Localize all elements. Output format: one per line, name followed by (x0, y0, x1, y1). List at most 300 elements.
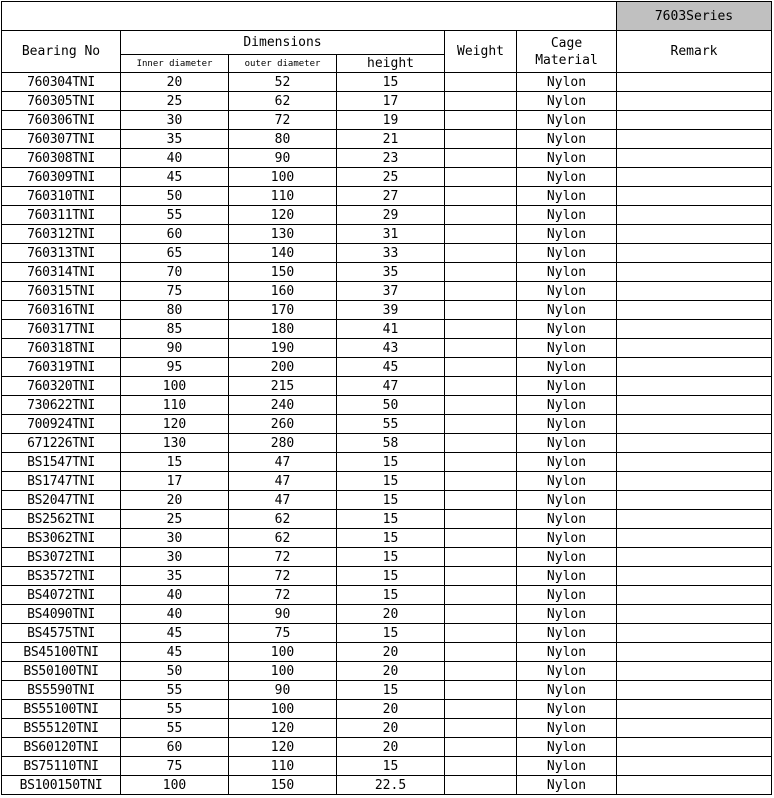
inner-diameter-cell: 45 (121, 624, 229, 643)
bearing-no-cell: 760317TNI (2, 320, 121, 339)
height-cell: 20 (337, 662, 445, 681)
remark-cell (617, 453, 772, 472)
weight-cell (445, 529, 517, 548)
bearing-no-cell: 760310TNI (2, 187, 121, 206)
inner-diameter-cell: 45 (121, 643, 229, 662)
inner-diameter-cell: 130 (121, 434, 229, 453)
table-row (2, 529, 772, 548)
cage-material-cell: Nylon (517, 339, 617, 358)
inner-diameter-cell: 15 (121, 453, 229, 472)
outer-diameter-cell: 280 (229, 434, 337, 453)
weight-cell (445, 130, 517, 149)
bearing-no-cell: 760315TNI (2, 282, 121, 301)
height-cell: 43 (337, 339, 445, 358)
table-row (2, 605, 772, 624)
weight-cell (445, 187, 517, 206)
cage-material-cell: Nylon (517, 187, 617, 206)
outer-diameter-cell: 80 (229, 130, 337, 149)
inner-diameter-cell: 20 (121, 491, 229, 510)
bearing-no-cell: BS50100TNI (2, 662, 121, 681)
cage-material-cell: Nylon (517, 472, 617, 491)
height-cell: 55 (337, 415, 445, 434)
bearing-no-cell: 760305TNI (2, 92, 121, 111)
height-cell: 31 (337, 225, 445, 244)
weight-cell (445, 434, 517, 453)
cage-header-line2: Material (535, 52, 598, 68)
remark-cell (617, 434, 772, 453)
inner-diameter-cell: 100 (121, 776, 229, 795)
cage-material-cell: Nylon (517, 377, 617, 396)
cage-material-cell: Nylon (517, 586, 617, 605)
outer-diameter-cell: 100 (229, 643, 337, 662)
outer-diameter-cell: 90 (229, 681, 337, 700)
cage-header-line1: Cage (550, 35, 583, 51)
height-cell: 15 (337, 472, 445, 491)
bearing-no-cell: BS60120TNI (2, 738, 121, 757)
bearing-no-cell: 760307TNI (2, 130, 121, 149)
remark-cell (617, 339, 772, 358)
cage-material-cell: Nylon (517, 453, 617, 472)
outer-diameter-cell: 62 (229, 510, 337, 529)
inner-diameter-cell: 45 (121, 168, 229, 187)
height-cell: 15 (337, 586, 445, 605)
height-cell: 17 (337, 92, 445, 111)
weight-cell (445, 662, 517, 681)
inner-diameter-cell: 30 (121, 548, 229, 567)
cage-material-cell: Nylon (517, 206, 617, 225)
outer-diameter-cell: 160 (229, 282, 337, 301)
cage-material-cell: Nylon (517, 415, 617, 434)
height-cell: 15 (337, 510, 445, 529)
height-cell: 45 (337, 358, 445, 377)
remark-cell (617, 472, 772, 491)
bearing-no-cell: BS2047TNI (2, 491, 121, 510)
outer-diameter-cell: 120 (229, 719, 337, 738)
table-row (2, 111, 772, 130)
outer-diameter-cell: 120 (229, 206, 337, 225)
inner-diameter-cell: 100 (121, 377, 229, 396)
bearing-no-cell: BS4575TNI (2, 624, 121, 643)
title-blank-cell (2, 2, 617, 31)
bearing-no-cell: BS45100TNI (2, 643, 121, 662)
cage-material-cell: Nylon (517, 263, 617, 282)
cage-material-cell: Nylon (517, 681, 617, 700)
remark-cell (617, 586, 772, 605)
cage-material-cell: Nylon (517, 567, 617, 586)
remark-cell (617, 263, 772, 282)
outer-diameter-cell: 150 (229, 776, 337, 795)
inner-diameter-cell: 55 (121, 681, 229, 700)
cage-material-cell: Nylon (517, 73, 617, 92)
outer-diameter-cell: 62 (229, 92, 337, 111)
table-row (2, 757, 772, 776)
outer-diameter-cell: 47 (229, 491, 337, 510)
weight-cell (445, 92, 517, 111)
table-row (2, 396, 772, 415)
height-cell: 27 (337, 187, 445, 206)
table-row (2, 358, 772, 377)
table-row (2, 282, 772, 301)
cage-material-cell: Nylon (517, 776, 617, 795)
outer-diameter-cell: 72 (229, 567, 337, 586)
weight-header: Weight (445, 31, 517, 73)
weight-cell (445, 244, 517, 263)
weight-cell (445, 358, 517, 377)
height-cell: 29 (337, 206, 445, 225)
outer-diameter-cell: 100 (229, 168, 337, 187)
remark-cell (617, 168, 772, 187)
inner-diameter-cell: 65 (121, 244, 229, 263)
cage-material-cell: Nylon (517, 491, 617, 510)
weight-cell (445, 757, 517, 776)
height-cell: 41 (337, 320, 445, 339)
height-cell: 20 (337, 700, 445, 719)
height-cell: 15 (337, 453, 445, 472)
cage-material-cell: Nylon (517, 282, 617, 301)
table-row (2, 434, 772, 453)
table-row (2, 301, 772, 320)
remark-cell (617, 377, 772, 396)
cage-material-cell: Nylon (517, 738, 617, 757)
bearing-no-cell: 760309TNI (2, 168, 121, 187)
height-cell: 22.5 (337, 776, 445, 795)
outer-diameter-cell: 75 (229, 624, 337, 643)
cage-material-cell: Nylon (517, 320, 617, 339)
remark-cell (617, 700, 772, 719)
bearing-no-cell: 700924TNI (2, 415, 121, 434)
outer-diameter-cell: 52 (229, 73, 337, 92)
table-row (2, 130, 772, 149)
weight-cell (445, 719, 517, 738)
table-row (2, 776, 772, 795)
remark-cell (617, 73, 772, 92)
bearing-no-cell: 760311TNI (2, 206, 121, 225)
table-row (2, 206, 772, 225)
inner-diameter-cell: 35 (121, 130, 229, 149)
inner-diameter-cell: 60 (121, 738, 229, 757)
height-cell: 15 (337, 681, 445, 700)
height-cell: 58 (337, 434, 445, 453)
bearing-no-cell: BS55100TNI (2, 700, 121, 719)
remark-cell (617, 662, 772, 681)
outer-diameter-cell: 100 (229, 700, 337, 719)
table-row (2, 586, 772, 605)
table-row (2, 662, 772, 681)
weight-cell (445, 168, 517, 187)
height-cell: 21 (337, 130, 445, 149)
bearing-no-header: Bearing No (2, 31, 121, 73)
bearing-no-cell: BS55120TNI (2, 719, 121, 738)
cage-material-cell: Nylon (517, 757, 617, 776)
remark-cell (617, 244, 772, 263)
table-row (2, 567, 772, 586)
bearing-no-cell: 760316TNI (2, 301, 121, 320)
series-title-row (2, 2, 772, 31)
outer-diameter-cell: 140 (229, 244, 337, 263)
bearing-no-cell: BS2562TNI (2, 510, 121, 529)
remark-cell (617, 548, 772, 567)
table-row (2, 700, 772, 719)
weight-cell (445, 415, 517, 434)
height-cell: 15 (337, 757, 445, 776)
remark-cell (617, 225, 772, 244)
outer-diameter-header: outer diameter (229, 55, 337, 73)
inner-diameter-cell: 55 (121, 700, 229, 719)
cage-material-cell: Nylon (517, 510, 617, 529)
cage-material-cell: Nylon (517, 92, 617, 111)
cage-material-cell: Nylon (517, 548, 617, 567)
outer-diameter-cell: 120 (229, 738, 337, 757)
height-cell: 39 (337, 301, 445, 320)
height-cell: 20 (337, 738, 445, 757)
remark-cell (617, 605, 772, 624)
inner-diameter-cell: 85 (121, 320, 229, 339)
remark-cell (617, 282, 772, 301)
inner-diameter-cell: 20 (121, 73, 229, 92)
height-cell: 15 (337, 567, 445, 586)
bearing-no-cell: BS1747TNI (2, 472, 121, 491)
outer-diameter-cell: 90 (229, 605, 337, 624)
table-row (2, 244, 772, 263)
height-cell: 33 (337, 244, 445, 263)
height-cell: 15 (337, 529, 445, 548)
cage-material-cell: Nylon (517, 719, 617, 738)
bearing-no-cell: 760314TNI (2, 263, 121, 282)
weight-cell (445, 510, 517, 529)
outer-diameter-cell: 47 (229, 472, 337, 491)
inner-diameter-cell: 55 (121, 719, 229, 738)
bearing-no-cell: BS3062TNI (2, 529, 121, 548)
cage-material-cell: Nylon (517, 624, 617, 643)
cage-material-cell: Nylon (517, 396, 617, 415)
weight-cell (445, 548, 517, 567)
bearing-no-cell: BS100150TNI (2, 776, 121, 795)
inner-diameter-cell: 110 (121, 396, 229, 415)
remark-cell (617, 111, 772, 130)
remark-cell (617, 567, 772, 586)
inner-diameter-cell: 75 (121, 757, 229, 776)
inner-diameter-cell: 95 (121, 358, 229, 377)
outer-diameter-cell: 90 (229, 149, 337, 168)
table-row (2, 681, 772, 700)
inner-diameter-cell: 80 (121, 301, 229, 320)
table-row (2, 320, 772, 339)
inner-diameter-cell: 90 (121, 339, 229, 358)
inner-diameter-cell: 75 (121, 282, 229, 301)
cage-material-cell: Nylon (517, 111, 617, 130)
inner-diameter-cell: 25 (121, 92, 229, 111)
remark-cell (617, 358, 772, 377)
inner-diameter-cell: 17 (121, 472, 229, 491)
outer-diameter-cell: 150 (229, 263, 337, 282)
weight-cell (445, 320, 517, 339)
remark-cell (617, 738, 772, 757)
inner-diameter-cell: 70 (121, 263, 229, 282)
remark-cell (617, 510, 772, 529)
inner-diameter-cell: 50 (121, 187, 229, 206)
inner-diameter-cell: 40 (121, 586, 229, 605)
remark-cell (617, 415, 772, 434)
bearing-no-cell: 760319TNI (2, 358, 121, 377)
weight-cell (445, 111, 517, 130)
table-row (2, 719, 772, 738)
cage-material-cell: Nylon (517, 130, 617, 149)
table-row (2, 415, 772, 434)
bearing-no-cell: BS4072TNI (2, 586, 121, 605)
height-cell: 19 (337, 111, 445, 130)
weight-cell (445, 700, 517, 719)
remark-cell (617, 130, 772, 149)
outer-diameter-cell: 190 (229, 339, 337, 358)
outer-diameter-cell: 110 (229, 757, 337, 776)
remark-cell (617, 776, 772, 795)
table-row (2, 149, 772, 168)
height-cell: 15 (337, 73, 445, 92)
inner-diameter-cell: 35 (121, 567, 229, 586)
weight-cell (445, 738, 517, 757)
remark-cell (617, 643, 772, 662)
weight-cell (445, 149, 517, 168)
inner-diameter-cell: 30 (121, 111, 229, 130)
weight-cell (445, 643, 517, 662)
inner-diameter-cell: 120 (121, 415, 229, 434)
inner-diameter-cell: 40 (121, 149, 229, 168)
weight-cell (445, 681, 517, 700)
cage-material-cell: Nylon (517, 225, 617, 244)
weight-cell (445, 225, 517, 244)
cage-material-cell: Nylon (517, 605, 617, 624)
weight-cell (445, 453, 517, 472)
height-cell: 20 (337, 719, 445, 738)
table-row (2, 624, 772, 643)
inner-diameter-cell: 55 (121, 206, 229, 225)
table-body (2, 73, 772, 795)
bearing-no-cell: 760308TNI (2, 149, 121, 168)
weight-cell (445, 567, 517, 586)
remark-cell (617, 681, 772, 700)
cage-material-cell: Nylon (517, 244, 617, 263)
table-row (2, 92, 772, 111)
outer-diameter-cell: 47 (229, 453, 337, 472)
cage-material-cell: Nylon (517, 662, 617, 681)
height-cell: 20 (337, 605, 445, 624)
table-row (2, 187, 772, 206)
outer-diameter-cell: 240 (229, 396, 337, 415)
series-label-cell: 7603Series (617, 2, 772, 31)
inner-diameter-cell: 50 (121, 662, 229, 681)
cage-material-cell: Nylon (517, 149, 617, 168)
height-cell: 50 (337, 396, 445, 415)
weight-cell (445, 776, 517, 795)
bearing-no-cell: 760304TNI (2, 73, 121, 92)
header-row-main (2, 31, 772, 55)
height-cell: 15 (337, 548, 445, 567)
table-row (2, 491, 772, 510)
bearing-no-cell: 760320TNI (2, 377, 121, 396)
cage-material-cell: Nylon (517, 168, 617, 187)
remark-cell (617, 320, 772, 339)
bearing-spec-table (1, 1, 772, 795)
remark-cell (617, 301, 772, 320)
table-row (2, 510, 772, 529)
bearing-no-cell: 671226TNI (2, 434, 121, 453)
bearing-no-cell: 760312TNI (2, 225, 121, 244)
weight-cell (445, 605, 517, 624)
outer-diameter-cell: 100 (229, 662, 337, 681)
weight-cell (445, 624, 517, 643)
bearing-no-cell: BS75110TNI (2, 757, 121, 776)
table-row (2, 453, 772, 472)
outer-diameter-cell: 72 (229, 111, 337, 130)
remark-cell (617, 529, 772, 548)
table-row (2, 643, 772, 662)
inner-diameter-cell: 30 (121, 529, 229, 548)
bearing-no-cell: 760313TNI (2, 244, 121, 263)
table-row (2, 377, 772, 396)
bearing-no-cell: BS1547TNI (2, 453, 121, 472)
weight-cell (445, 301, 517, 320)
outer-diameter-cell: 110 (229, 187, 337, 206)
inner-diameter-header: Inner diameter (121, 55, 229, 73)
weight-cell (445, 472, 517, 491)
remark-cell (617, 206, 772, 225)
cage-material-cell: Nylon (517, 529, 617, 548)
weight-cell (445, 586, 517, 605)
outer-diameter-cell: 200 (229, 358, 337, 377)
cage-material-cell: Nylon (517, 358, 617, 377)
remark-cell (617, 757, 772, 776)
inner-diameter-cell: 60 (121, 225, 229, 244)
cage-material-header (517, 31, 617, 73)
inner-diameter-cell: 25 (121, 510, 229, 529)
weight-cell (445, 491, 517, 510)
bearing-no-cell: 760318TNI (2, 339, 121, 358)
table-row (2, 263, 772, 282)
table-row (2, 548, 772, 567)
height-cell: 23 (337, 149, 445, 168)
height-cell: 20 (337, 643, 445, 662)
height-cell: 15 (337, 624, 445, 643)
table-row (2, 73, 772, 92)
outer-diameter-cell: 215 (229, 377, 337, 396)
bearing-no-cell: BS3072TNI (2, 548, 121, 567)
outer-diameter-cell: 260 (229, 415, 337, 434)
bearing-no-cell: 760306TNI (2, 111, 121, 130)
table-row (2, 472, 772, 491)
weight-cell (445, 377, 517, 396)
bearing-no-cell: 730622TNI (2, 396, 121, 415)
table-row (2, 168, 772, 187)
weight-cell (445, 73, 517, 92)
remark-cell (617, 719, 772, 738)
height-cell: 47 (337, 377, 445, 396)
outer-diameter-cell: 72 (229, 548, 337, 567)
height-header: height (337, 55, 445, 73)
remark-header: Remark (617, 31, 772, 73)
weight-cell (445, 263, 517, 282)
height-cell: 35 (337, 263, 445, 282)
cage-material-cell: Nylon (517, 643, 617, 662)
bearing-no-cell: BS5590TNI (2, 681, 121, 700)
outer-diameter-cell: 130 (229, 225, 337, 244)
table-row (2, 339, 772, 358)
cage-material-cell: Nylon (517, 700, 617, 719)
cage-material-cell: Nylon (517, 434, 617, 453)
height-cell: 37 (337, 282, 445, 301)
weight-cell (445, 396, 517, 415)
remark-cell (617, 624, 772, 643)
weight-cell (445, 206, 517, 225)
